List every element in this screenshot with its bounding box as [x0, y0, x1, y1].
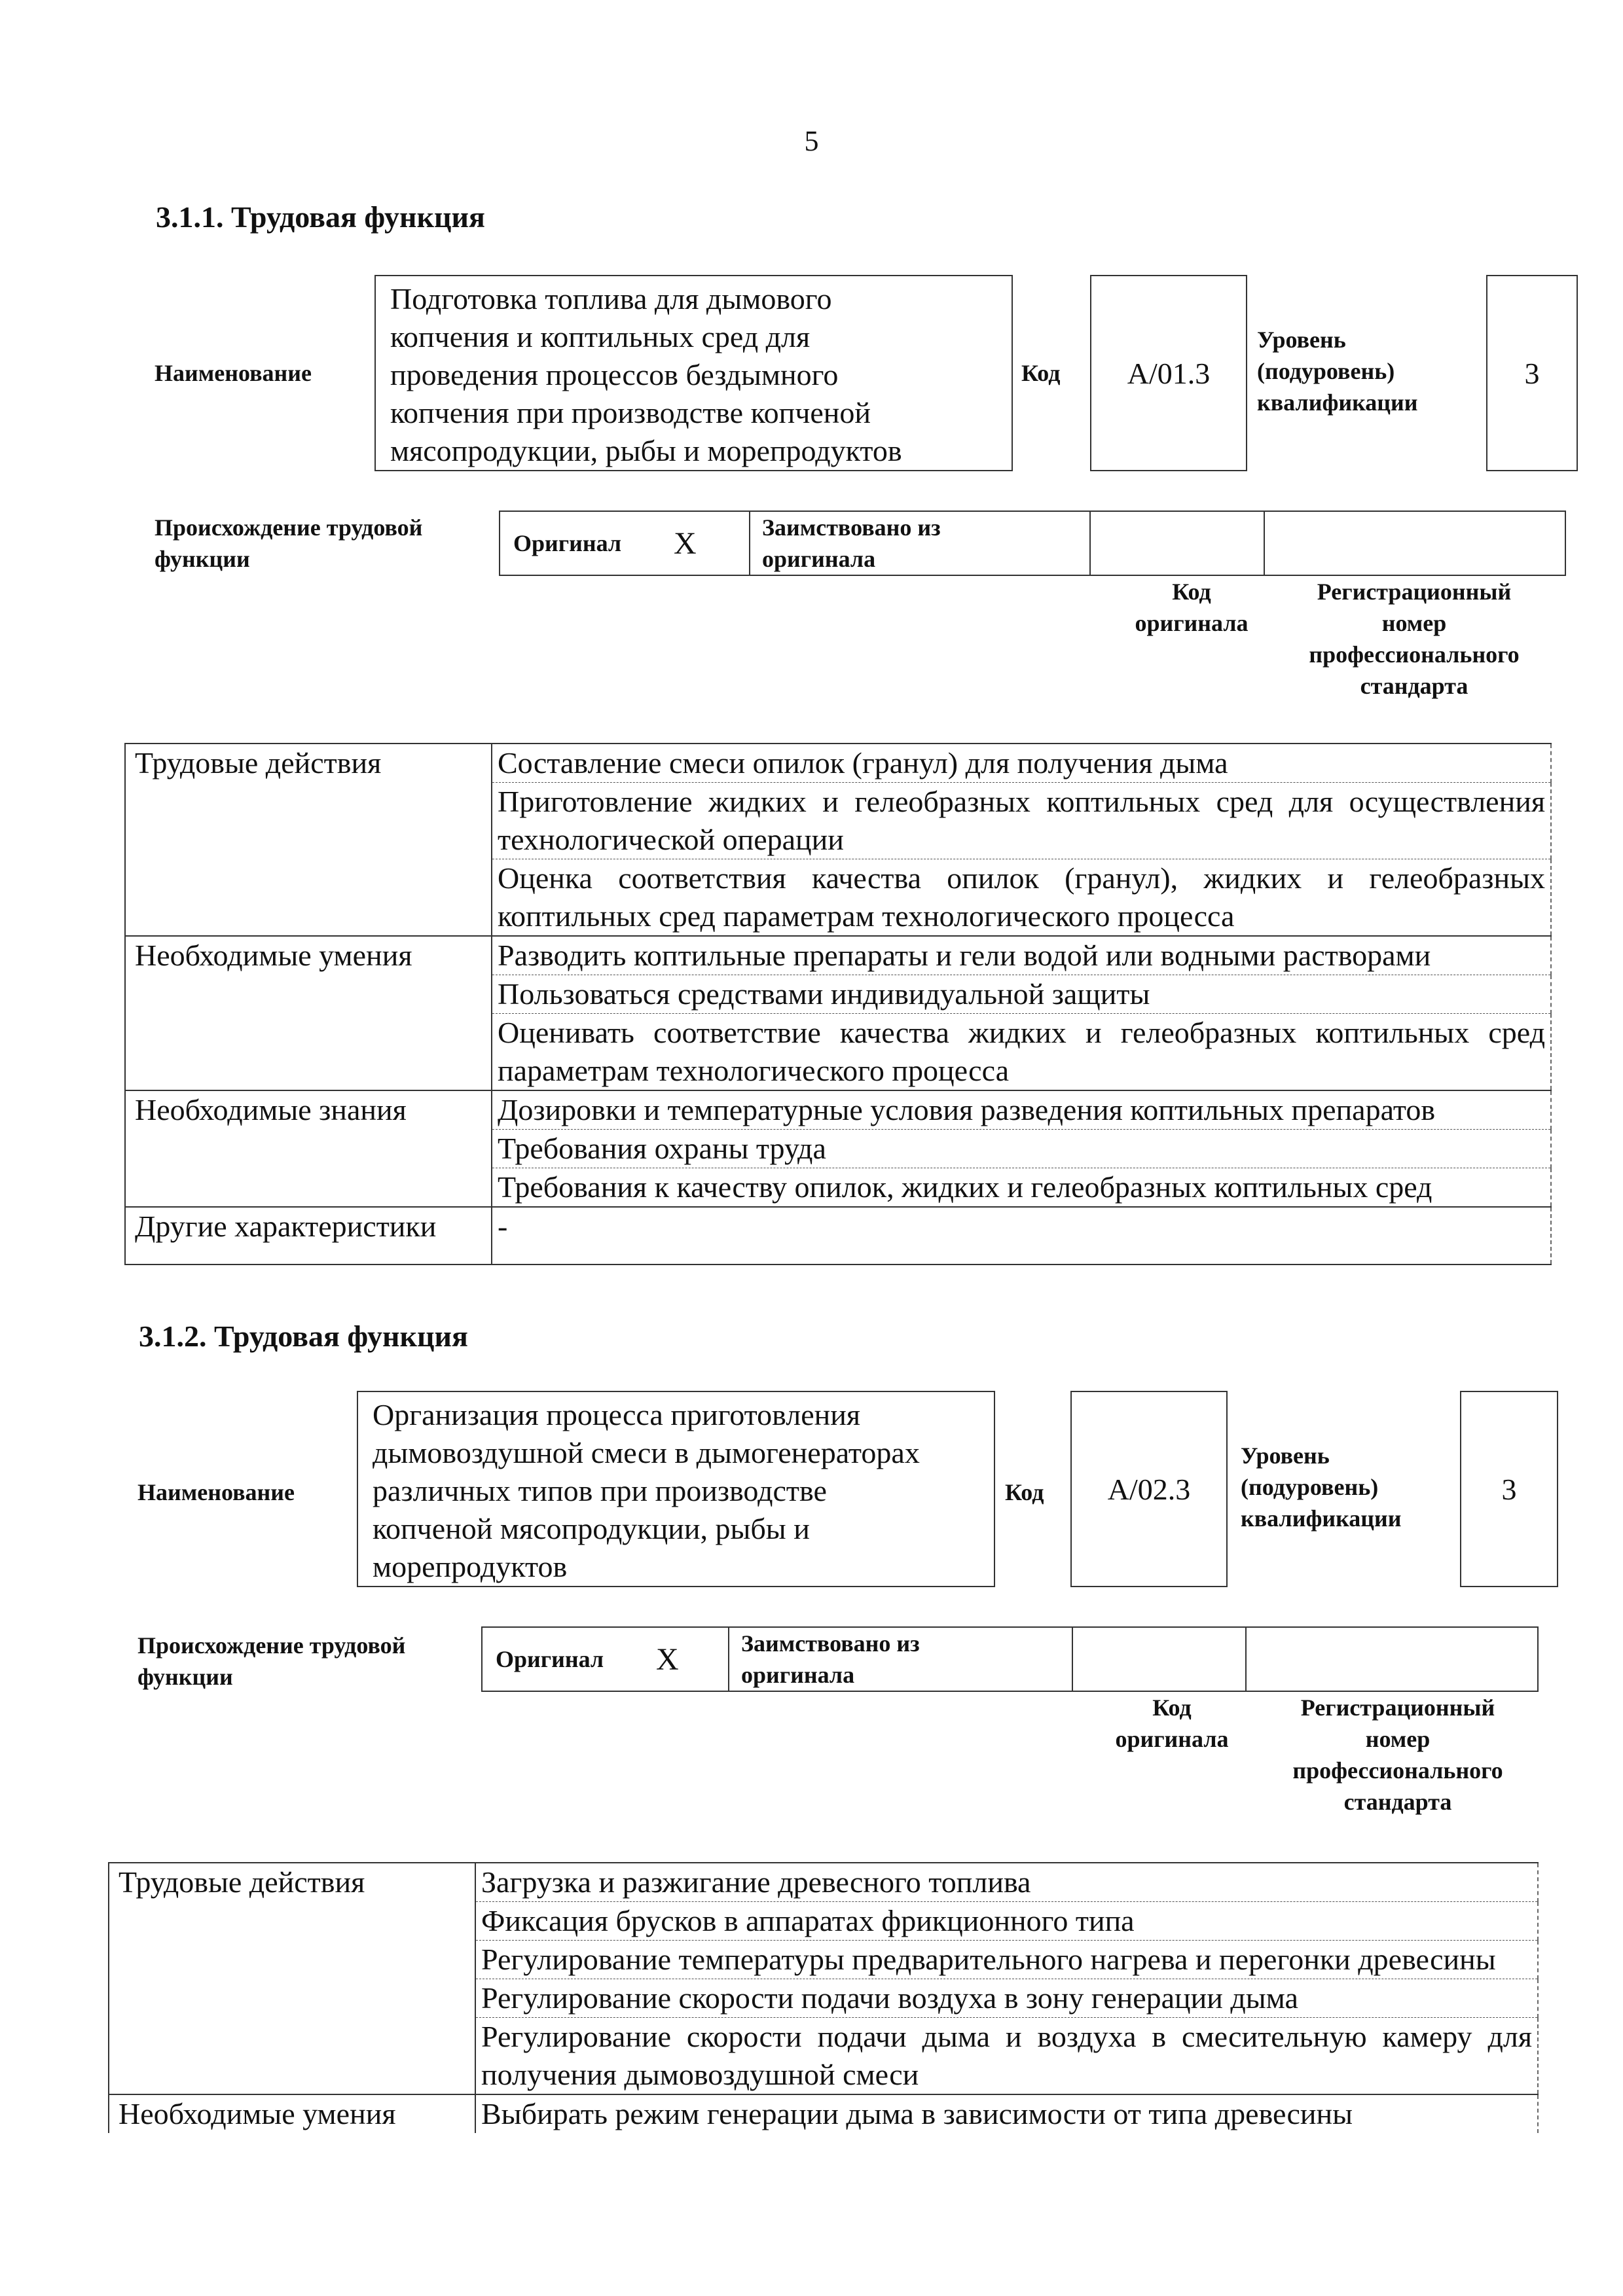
level-box [1486, 275, 1578, 471]
name-label: Наименование [137, 1479, 295, 1505]
origin-label-line: Происхождение трудовой [155, 514, 423, 541]
level-box [1460, 1391, 1558, 1587]
level-label-line: Уровень [1257, 327, 1346, 353]
table-row [125, 744, 1551, 783]
origin-label [137, 1630, 405, 1693]
function-code: А/02.3 [1107, 1472, 1191, 1506]
caption-line: Регистрационный [1300, 1695, 1495, 1721]
function-code-box [1070, 1391, 1228, 1587]
code-original-caption [1087, 1692, 1257, 1755]
level-label-line: квалификации [1257, 389, 1418, 416]
original-label: Оригинал [496, 1646, 604, 1672]
section-title: 3.1.1. Трудовая функция [156, 200, 485, 234]
caption-line: Код [1172, 579, 1211, 605]
item-cell: Фиксация брусков в аппаратах фрикционного типа [475, 1902, 1538, 1941]
function-name-line: копчения при производстве копченой [390, 396, 871, 429]
code-original-caption [1106, 576, 1277, 639]
item-cell: Дозировки и температурные условия разведения коптильных препаратов [492, 1090, 1551, 1130]
code-label: Код [1021, 360, 1061, 386]
level-value: 3 [1524, 356, 1540, 390]
level-label-line: (подуровень) [1241, 1474, 1379, 1500]
caption-line: стандарта [1360, 673, 1468, 699]
origin-row [481, 1626, 1539, 1692]
function-name-line: морепродуктов [373, 1550, 568, 1583]
level-label-line: квалификации [1241, 1505, 1402, 1532]
item-cell: Оценка соответствия качества опилок (гранул), жидких и гелеобразных коптильных сред параметрам технологического процесса [492, 859, 1551, 937]
caption-line: номер [1365, 1726, 1431, 1752]
function-code-box [1090, 275, 1247, 471]
origin-label-line: функции [137, 1664, 233, 1690]
function-name-line: Подготовка топлива для дымового [390, 282, 832, 315]
requirements-table [124, 743, 1552, 1265]
origin-label-line: функции [155, 546, 250, 572]
function-name-line: копченой мясопродукции, рыбы и [373, 1512, 810, 1545]
caption-line: оригинала [1115, 1726, 1229, 1752]
borrowed-label-line: оригинала [741, 1662, 855, 1688]
function-name-line: Организация процесса приготовления [373, 1398, 861, 1431]
level-label-line: Уровень [1241, 1443, 1330, 1469]
caption-line: оригинала [1135, 610, 1249, 636]
table-row [125, 1207, 1551, 1265]
table-row [109, 1863, 1538, 1902]
item-cell: Регулирование скорости подачи воздуха в зону генерации дыма [475, 1979, 1538, 2018]
category-cell: Необходимые умения [109, 2094, 475, 2133]
caption-line: Код [1152, 1695, 1192, 1721]
origin-label-line: Происхождение трудовой [137, 1632, 406, 1659]
category-cell: Другие характеристики [125, 1207, 492, 1265]
function-name-box [357, 1391, 995, 1587]
item-cell: Разводить коптильные препараты и гели водой или водными растворами [492, 936, 1551, 975]
name-label: Наименование [155, 360, 312, 386]
original-mark: X [656, 1641, 679, 1677]
function-name-line: проведения процессов бездымного [390, 358, 839, 391]
function-name-line: мясопродукции, рыбы и морепродуктов [390, 434, 902, 467]
borrowed-label-line: оригинала [762, 546, 876, 572]
reg-number-caption [1277, 576, 1552, 702]
level-label [1257, 324, 1418, 418]
item-cell: - [492, 1207, 1551, 1265]
table-row [125, 1090, 1551, 1130]
category-cell: Необходимые знания [125, 1090, 492, 1207]
original-label: Оригинал [513, 530, 622, 556]
category-cell: Необходимые умения [125, 936, 492, 1090]
requirements-table [108, 1862, 1539, 2133]
item-cell: Требования к качеству опилок, жидких и гелеобразных коптильных сред [492, 1168, 1551, 1208]
item-cell: Выбирать режим генерации дыма в зависимости от типа древесины [475, 2094, 1538, 2133]
code-label: Код [1005, 1479, 1044, 1505]
caption-line: стандарта [1343, 1789, 1452, 1815]
table-row [125, 936, 1551, 975]
item-cell: Приготовление жидких и гелеобразных коптильных сред для осуществления технологической операции [492, 783, 1551, 859]
function-name-box [374, 275, 1013, 471]
borrowed-label [741, 1628, 920, 1691]
function-code: А/01.3 [1127, 356, 1211, 390]
caption-line: Регистрационный [1317, 579, 1512, 605]
level-label [1241, 1440, 1402, 1534]
function-name-line: копчения и коптильных сред для [390, 320, 811, 353]
origin-label [155, 512, 422, 575]
original-mark: X [674, 526, 697, 561]
caption-line: номер [1381, 610, 1447, 636]
caption-line: профессионального [1309, 641, 1520, 668]
origin-row [499, 511, 1566, 576]
item-cell: Оценивать соответствие качества жидких и гелеобразных коптильных сред параметрам технологического процесса [492, 1014, 1551, 1091]
item-cell: Требования охраны труда [492, 1130, 1551, 1168]
borrowed-label [762, 512, 941, 575]
page-number: 5 [804, 125, 819, 157]
section-title: 3.1.2. Трудовая функция [139, 1319, 468, 1353]
item-cell: Регулирование температуры предварительного нагрева и перегонки древесины [475, 1941, 1538, 1979]
category-cell: Трудовые действия [125, 744, 492, 936]
reg-number-caption [1260, 1692, 1535, 1818]
function-name-line: различных типов при производстве [373, 1474, 827, 1507]
item-cell: Загрузка и разжигание древесного топлива [475, 1863, 1538, 1902]
borrowed-label-line: Заимствовано из [762, 514, 941, 541]
caption-line: профессионального [1292, 1757, 1503, 1784]
borrowed-label-line: Заимствовано из [741, 1630, 920, 1657]
table-row [109, 2094, 1538, 2133]
level-label-line: (подуровень) [1257, 358, 1395, 384]
item-cell: Регулирование скорости подачи дыма и воздуха в смесительную камеру для получения дымовоздушной смеси [475, 2018, 1538, 2095]
category-cell: Трудовые действия [109, 1863, 475, 2094]
item-cell: Пользоваться средствами индивидуальной защиты [492, 975, 1551, 1014]
function-name-line: дымовоздушной смеси в дымогенераторах [373, 1436, 920, 1469]
level-value: 3 [1501, 1472, 1517, 1506]
item-cell: Составление смеси опилок (гранул) для получения дыма [492, 744, 1551, 783]
